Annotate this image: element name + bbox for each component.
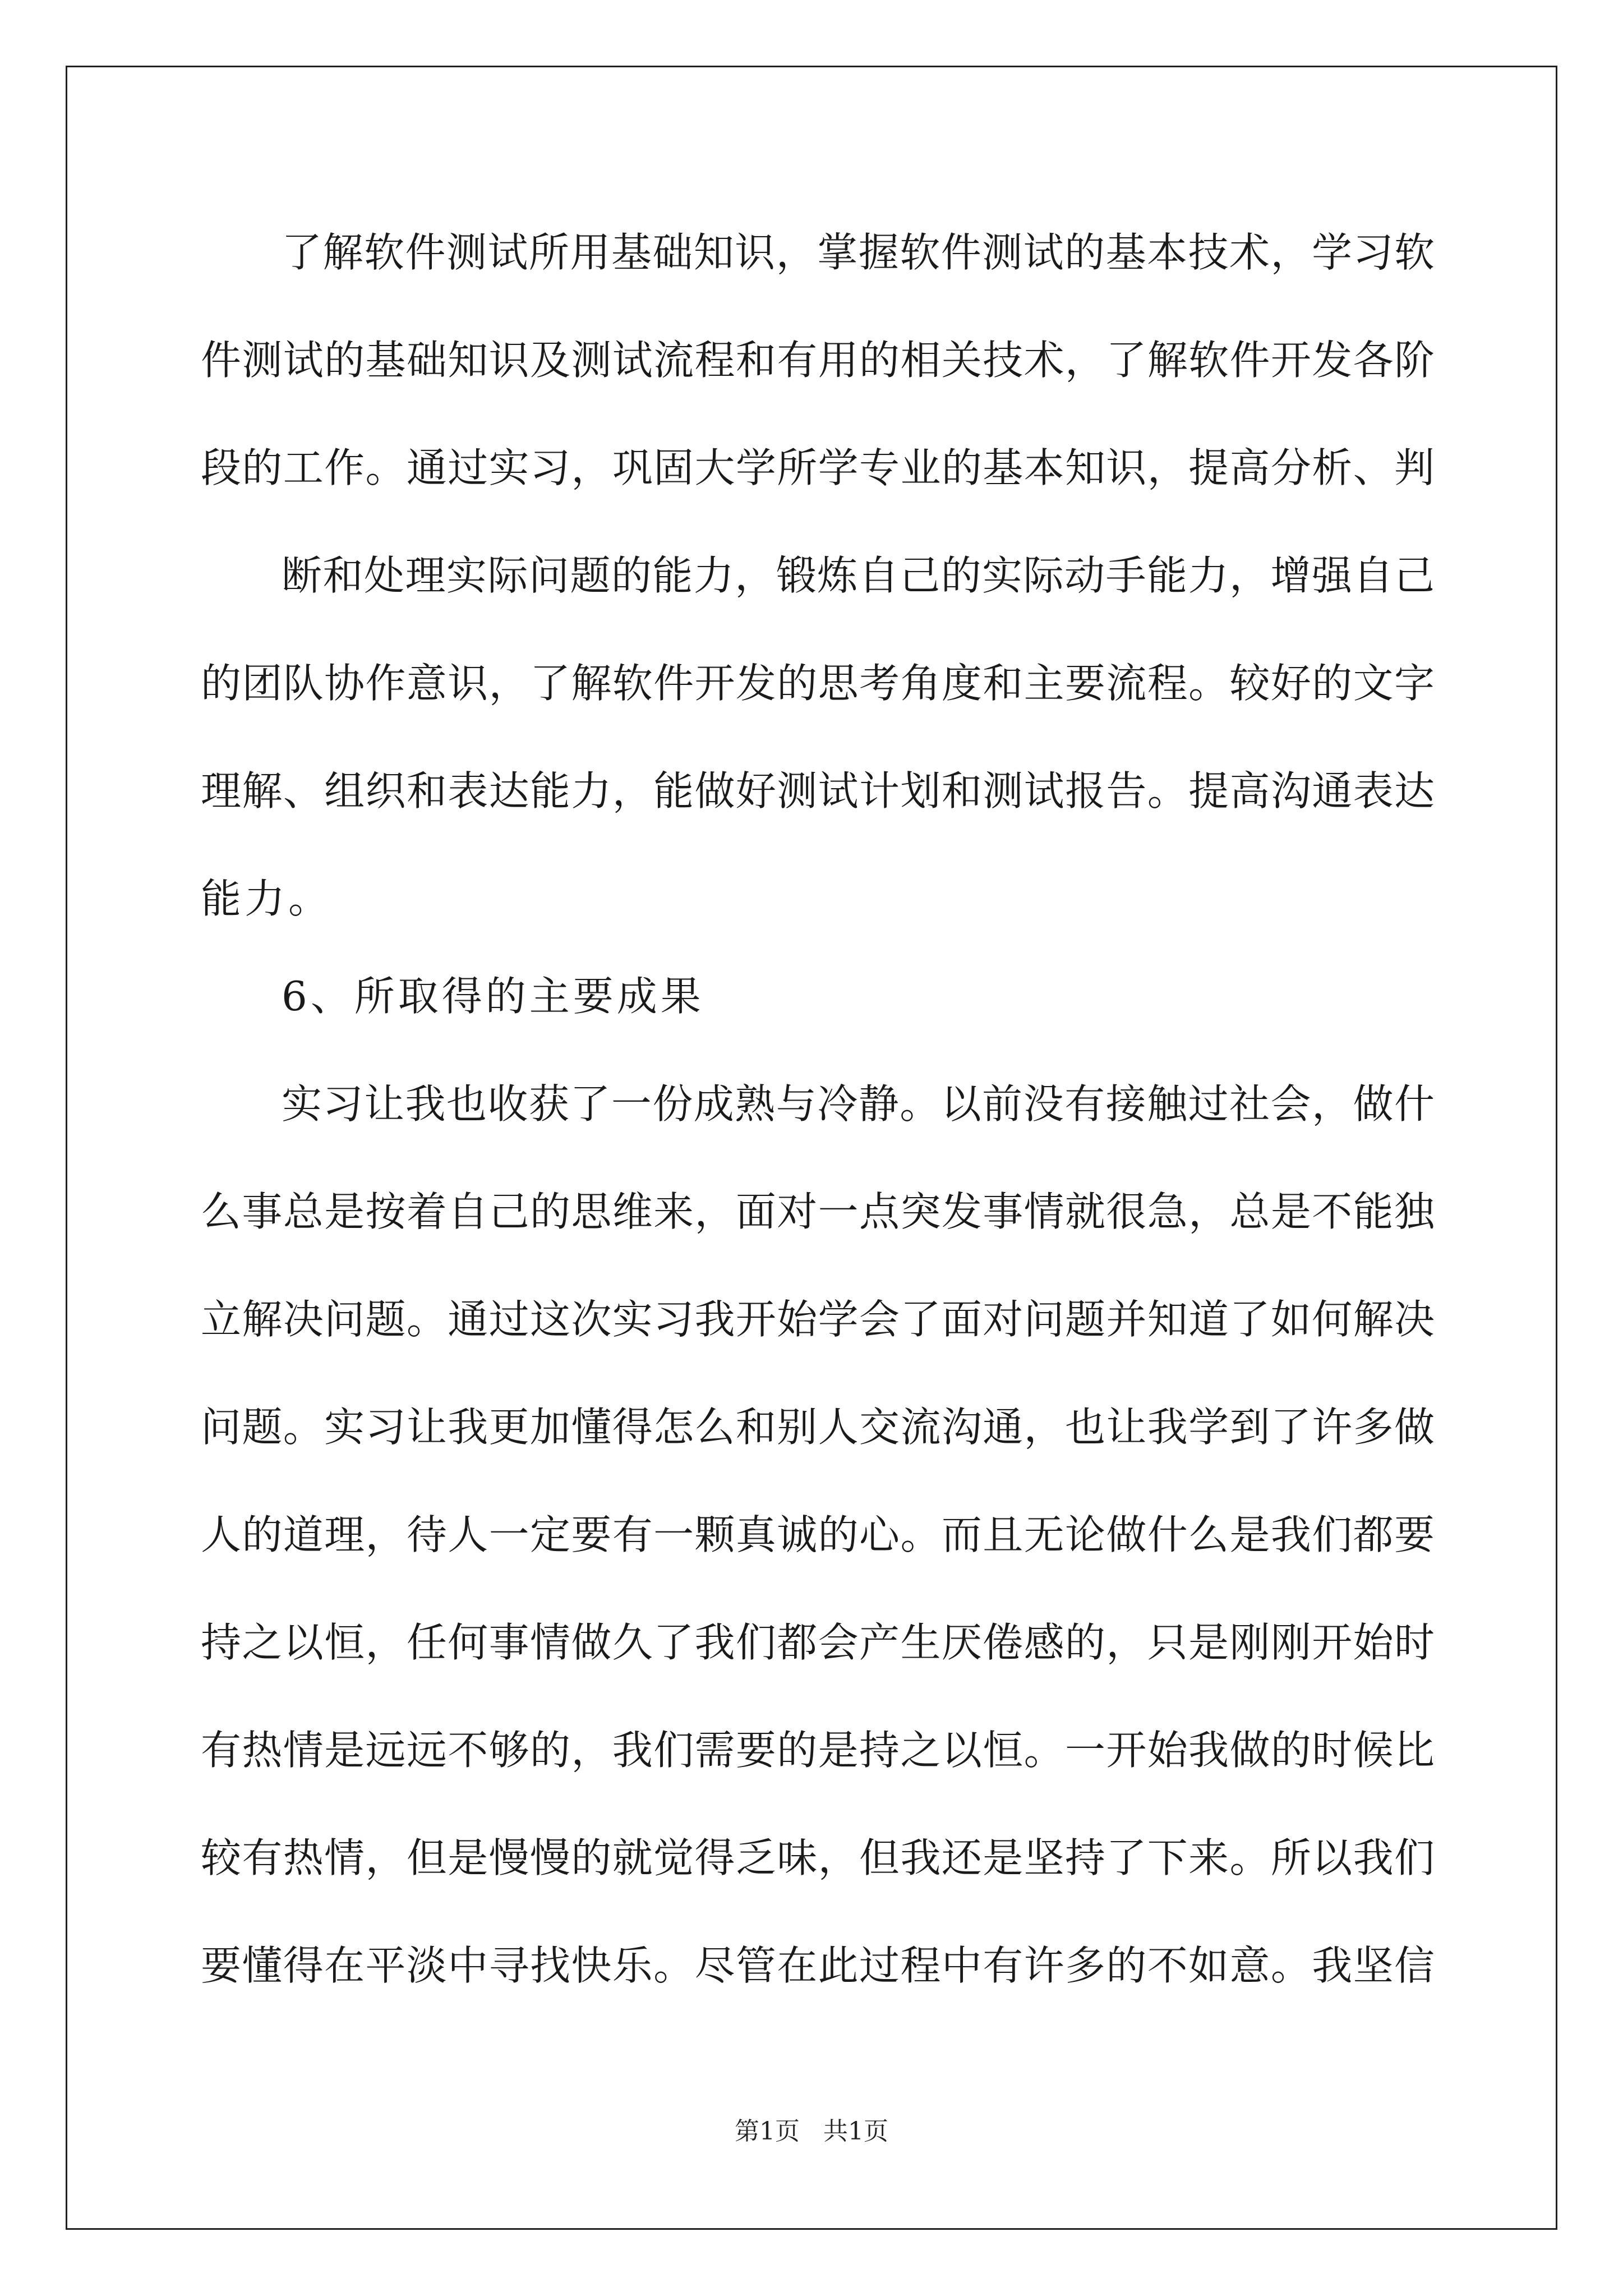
text-line: 问题。实习让我更加懂得怎么和别人交流沟通，也让我学到了许多做: [201, 1404, 1435, 1451]
text-line: 要懂得在平淡中寻找快乐。尽管在此过程中有许多的不如意。我坚信: [201, 1942, 1435, 1989]
text-line: 的团队协作意识，了解软件开发的思考角度和主要流程。较好的文字: [201, 660, 1435, 707]
text-line: 实习让我也收获了一份成熟与冷静。以前没有接触过社会，做什: [282, 1080, 1435, 1128]
text-line: 有热情是远远不够的，我们需要的是持之以恒。一开始我做的时候比: [201, 1727, 1435, 1774]
text-line: 段的工作。通过实习，巩固大学所学专业的基本知识，提高分析、判: [201, 444, 1435, 491]
page-number-footer: 第1页 共1页: [735, 2117, 888, 2146]
text-line: 较有热情，但是慢慢的就觉得乏味，但我还是坚持了下来。所以我们: [201, 1834, 1435, 1881]
text-line: 么事总是按着自己的思维来，面对一点突发事情就很急，总是不能独: [201, 1188, 1435, 1235]
text-line: 持之以恒，任何事情做久了我们都会产生厌倦感的，只是刚刚开始时: [201, 1619, 1435, 1666]
text-line: 能力。: [201, 875, 333, 922]
text-line: 立解决问题。通过这次实习我开始学会了面对问题并知道了如何解决: [201, 1296, 1435, 1343]
text-line: 件测试的基础知识及测试流程和有用的相关技术，了解软件开发各阶: [201, 337, 1435, 384]
text-line: 了解软件测试所用基础知识，掌握软件测试的基本技术，学习软: [282, 229, 1435, 276]
text-line: 理解、组织和表达能力，能做好测试计划和测试报告。提高沟通表达: [201, 767, 1435, 815]
section-heading: 6、所取得的主要成果: [282, 973, 704, 1020]
text-line: 断和处理实际问题的能力，锻炼自己的实际动手能力，增强自己: [282, 552, 1435, 599]
text-line: 人的道理，待人一定要有一颗真诚的心。而且无论做什么是我们都要: [201, 1511, 1435, 1558]
